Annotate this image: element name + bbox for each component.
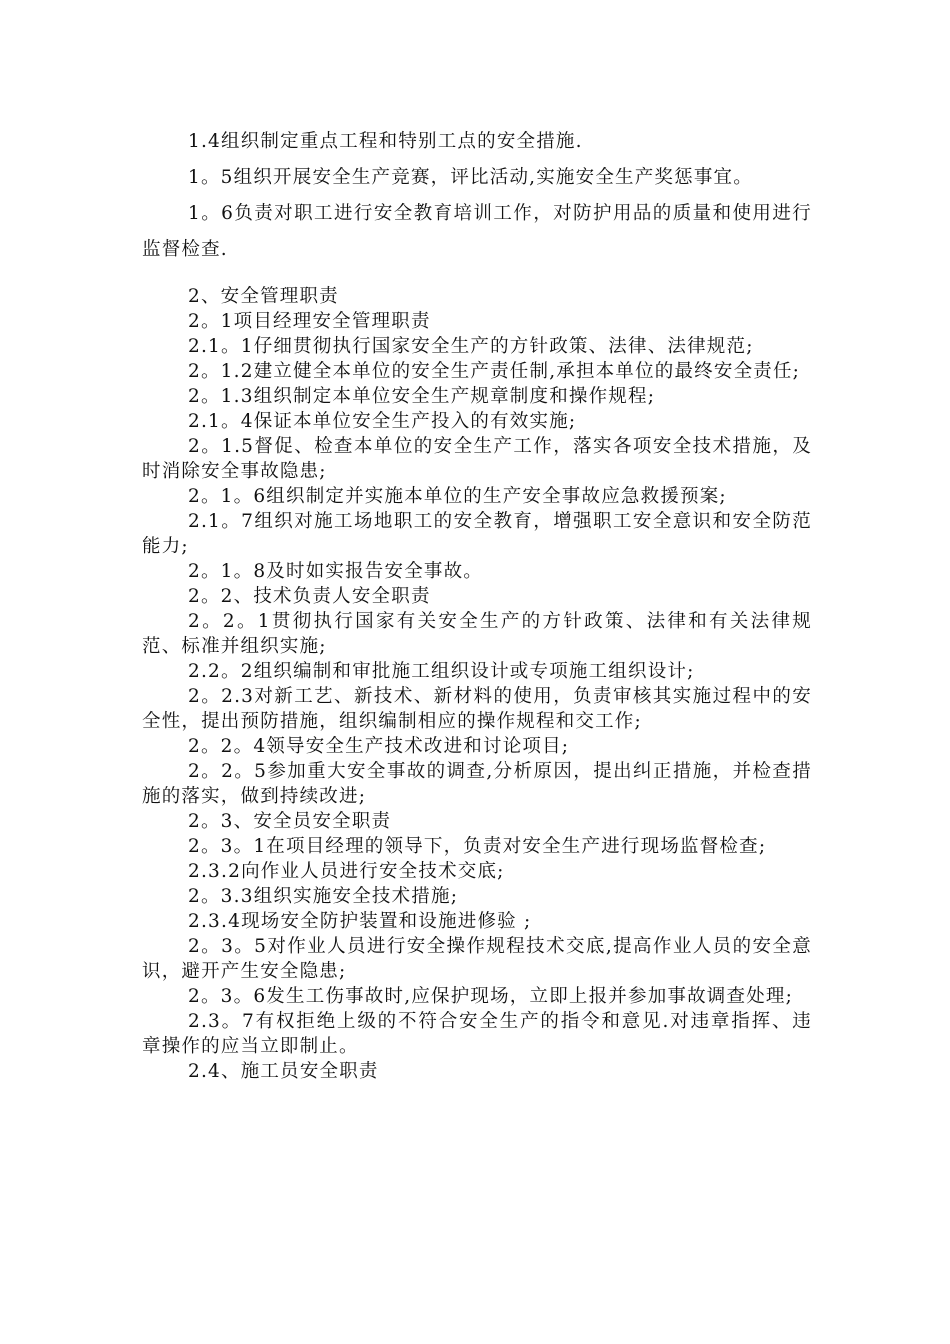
- section-heading-2: 2、安全管理职责: [188, 286, 339, 307]
- paragraph-2-1-2: 2。1.2建立健全本单位的安全生产责任制,承担本单位的最终安全责任;: [188, 361, 801, 382]
- intro-section: [142, 124, 812, 268]
- paragraph-2-1-7: 2.1。7组织对施工场地职工的安全教育，增强职工安全意识和安全防范能力;: [142, 511, 812, 557]
- paragraph-2-1-5: 2。1.5督促、检查本单位的安全生产工作，落实各项安全技术措施，及时消除安全事故隐患;: [142, 436, 812, 482]
- paragraph-2-3-2: 2.3.2向作业人员进行安全技术交底;: [188, 861, 505, 882]
- paragraph-2-1-1: 2.1。1仔细贯彻执行国家安全生产的方针政策、法律、法律规范;: [188, 336, 754, 357]
- main-section: [142, 284, 812, 1084]
- paragraph-1-6: 1。6负责对职工进行安全教育培训工作，对防护用品的质量和使用进行监督检查.: [142, 203, 812, 260]
- paragraph-2-3-5: 2。3。5对作业人员进行安全操作规程技术交底,提高作业人员的安全意识，避开产生安全隐患;: [142, 936, 812, 982]
- paragraph-2-2-2: 2.2。2组织编制和审批施工组织设计或专项施工组织设计;: [188, 661, 695, 682]
- paragraph-2-2-5: 2。2。5参加重大安全事故的调查,分析原因，提出纠正措施，并检查措施的落实，做到持续改进;: [142, 761, 812, 807]
- paragraph-1-4: 1.4组织制定重点工程和特别工点的安全措施.: [188, 131, 583, 152]
- subheading-2-3: 2。3、安全员安全职责: [188, 811, 392, 832]
- paragraph-2-3-4: 2.3.4现场安全防护装置和设施进修验 ;: [188, 911, 532, 932]
- paragraph-2-2-4: 2。2。4领导安全生产技术改进和讨论项目;: [188, 736, 570, 757]
- paragraph-2-2-1: 2。2。1贯彻执行国家有关安全生产的方针政策、法律和有关法律规范、标准并组织实施;: [142, 611, 812, 657]
- subheading-2-2: 2。2、技术负责人安全职责: [188, 586, 431, 607]
- paragraph-2-1-3: 2。1.3组织制定本单位安全生产规章制度和操作规程;: [188, 386, 656, 407]
- document-body: [142, 124, 812, 1084]
- paragraph-2-3-3: 2。3.3组织实施安全技术措施;: [188, 886, 459, 907]
- paragraph-2-1-4: 2.1。4保证本单位安全生产投入的有效实施;: [188, 411, 577, 432]
- paragraph-2-2-3: 2。2.3对新工艺、新技术、新材料的使用，负责审核其实施过程中的安全性，提出预防措施，组织编制相应的操作规程和交工作;: [142, 686, 812, 732]
- subheading-2-4: 2.4、施工员安全职责: [188, 1061, 379, 1082]
- paragraph-2-3-1: 2。3。1在项目经理的领导下，负责对安全生产进行现场监督检查;: [188, 836, 767, 857]
- paragraph-2-3-6: 2。3。6发生工伤事故时,应保护现场，立即上报并参加事故调查处理;: [188, 986, 794, 1007]
- paragraph-2-3-7: 2.3。7有权拒绝上级的不符合安全生产的指令和意见.对违章指挥、违章操作的应当立即制止。: [142, 1011, 812, 1057]
- subheading-2-1: 2。1项目经理安全管理职责: [188, 311, 431, 332]
- paragraph-2-1-6: 2。1。6组织制定并实施本单位的生产安全事故应急救援预案;: [188, 486, 727, 507]
- paragraph-2-1-8: 2。1。8及时如实报告安全事故。: [188, 561, 484, 582]
- paragraph-1-5: 1。5组织开展安全生产竞赛，评比活动,实施安全生产奖惩事宜。: [188, 167, 753, 188]
